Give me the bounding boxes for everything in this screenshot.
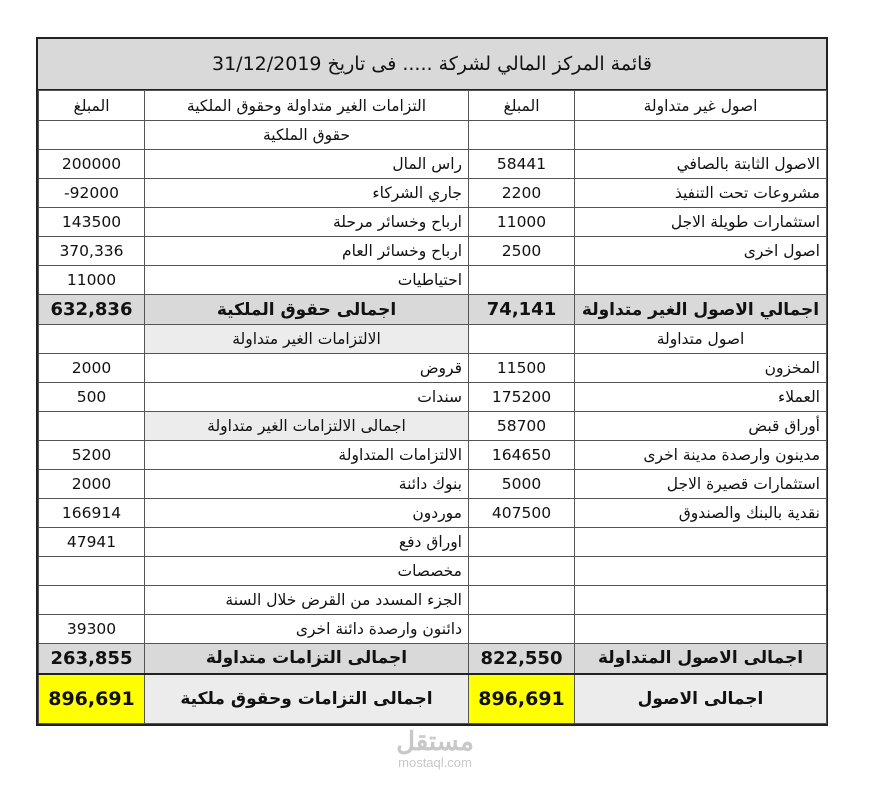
asset-label <box>575 615 827 644</box>
asset-amount <box>469 528 575 557</box>
table-row <box>39 528 827 557</box>
liability-label: مخصصات <box>145 557 469 586</box>
liability-amount: 370,336 <box>39 237 145 266</box>
liability-label: اوراق دفع <box>145 528 469 557</box>
total-current-assets-label: اجمالى الاصول المتداولة <box>575 644 827 674</box>
total-equity-amount: 632,836 <box>39 295 145 325</box>
asset-label: استثمارات طويلة الاجل <box>575 208 827 237</box>
table-row <box>39 121 827 150</box>
header-amount-left: المبلغ <box>39 91 145 121</box>
asset-label: اصول اخرى <box>575 237 827 266</box>
header-row <box>39 91 827 121</box>
grand-total-assets-amount: 896,691 <box>469 674 575 724</box>
table-row <box>39 208 827 237</box>
liability-amount: 2000 <box>39 354 145 383</box>
asset-amount <box>469 325 575 354</box>
table-row <box>39 237 827 266</box>
liability-label: الجزء المسدد من القرض خلال السنة <box>145 586 469 615</box>
liability-amount: 5200 <box>39 441 145 470</box>
total-row-equity <box>39 295 827 325</box>
total-current-assets-amount: 822,550 <box>469 644 575 674</box>
liability-amount: 143500 <box>39 208 145 237</box>
asset-label: أوراق قبض <box>575 412 827 441</box>
grand-total-row <box>39 674 827 724</box>
header-amount-right: المبلغ <box>469 91 575 121</box>
table-row <box>39 499 827 528</box>
asset-amount <box>469 266 575 295</box>
non-current-liabilities-heading: الالتزامات الغير متداولة <box>145 325 469 354</box>
total-equity-label: اجمالى حقوق الملكية <box>145 295 469 325</box>
table-row <box>39 383 827 412</box>
table-row <box>39 325 827 354</box>
table-row <box>39 179 827 208</box>
liability-amount <box>39 121 145 150</box>
watermark-url: mostaql.com <box>398 755 472 770</box>
liability-label: جاري الشركاء <box>145 179 469 208</box>
total-non-current-assets-amount: 74,141 <box>469 295 575 325</box>
liability-label: قروض <box>145 354 469 383</box>
asset-label: الاصول الثابتة بالصافي <box>575 150 827 179</box>
total-current-liabilities-label: اجمالى التزامات متداولة <box>145 644 469 674</box>
total-non-current-assets-label: اجمالي الاصول الغير متداولة <box>575 295 827 325</box>
asset-label: استثمارات قصيرة الاجل <box>575 470 827 499</box>
asset-label: نقدية بالبنك والصندوق <box>575 499 827 528</box>
asset-amount <box>469 615 575 644</box>
asset-amount: 2500 <box>469 237 575 266</box>
grand-total-liabilities-equity-label: اجمالى التزامات وحقوق ملكية <box>145 674 469 724</box>
asset-label <box>575 266 827 295</box>
mostaql-watermark <box>370 727 500 771</box>
table-row <box>39 615 827 644</box>
asset-amount <box>469 121 575 150</box>
asset-label <box>575 121 827 150</box>
asset-label <box>575 586 827 615</box>
sheet-title: قائمة المركز المالي لشركة ..... فى تاريخ 31/12/2019 <box>38 39 826 90</box>
current-assets-heading: اصول متداولة <box>575 325 827 354</box>
total-row-current <box>39 644 827 674</box>
asset-label <box>575 557 827 586</box>
liability-label: بنوك دائنة <box>145 470 469 499</box>
liability-label: موردون <box>145 499 469 528</box>
liability-label: ارباح وخسائر العام <box>145 237 469 266</box>
asset-label <box>575 528 827 557</box>
grand-total-liabilities-equity-amount: 896,691 <box>39 674 145 724</box>
liability-amount: 2000 <box>39 470 145 499</box>
liability-amount: 200000 <box>39 150 145 179</box>
asset-amount <box>469 557 575 586</box>
asset-label: مدينون وارصدة مدينة اخرى <box>575 441 827 470</box>
liability-amount <box>39 412 145 441</box>
liability-amount <box>39 586 145 615</box>
asset-amount: 58441 <box>469 150 575 179</box>
asset-amount: 5000 <box>469 470 575 499</box>
liability-amount <box>39 557 145 586</box>
total-current-liabilities-amount: 263,855 <box>39 644 145 674</box>
table-row <box>39 470 827 499</box>
asset-amount: 2200 <box>469 179 575 208</box>
total-non-current-liabilities-label: اجمالى الالتزامات الغير متداولة <box>145 412 469 441</box>
asset-amount <box>469 586 575 615</box>
header-liabilities-equity: التزامات الغير متداولة وحقوق الملكية <box>145 91 469 121</box>
liability-amount <box>39 325 145 354</box>
liability-amount: 39300 <box>39 615 145 644</box>
asset-label: المخزون <box>575 354 827 383</box>
liability-label: راس المال <box>145 150 469 179</box>
watermark-logo: مستقل <box>396 726 474 756</box>
liability-amount: 500 <box>39 383 145 412</box>
liability-label: الالتزامات المتداولة <box>145 441 469 470</box>
asset-label: مشروعات تحت التنفيذ <box>575 179 827 208</box>
liability-label: دائنون وارصدة دائنة اخرى <box>145 615 469 644</box>
table-row <box>39 354 827 383</box>
grand-total-assets-label: اجمالى الاصول <box>575 674 827 724</box>
table-row <box>39 557 827 586</box>
table-row <box>39 412 827 441</box>
asset-amount: 175200 <box>469 383 575 412</box>
balance-table <box>38 90 827 724</box>
liability-label: سندات <box>145 383 469 412</box>
table-row <box>39 441 827 470</box>
liability-label: ارباح وخسائر مرحلة <box>145 208 469 237</box>
liability-amount: 11000 <box>39 266 145 295</box>
table-row <box>39 266 827 295</box>
asset-label: العملاء <box>575 383 827 412</box>
asset-amount: 407500 <box>469 499 575 528</box>
asset-amount: 58700 <box>469 412 575 441</box>
liability-amount: 166914 <box>39 499 145 528</box>
asset-amount: 164650 <box>469 441 575 470</box>
liability-amount: 47941 <box>39 528 145 557</box>
asset-amount: 11500 <box>469 354 575 383</box>
liability-amount: -92000 <box>39 179 145 208</box>
table-row <box>39 586 827 615</box>
equity-section-heading: حقوق الملكية <box>145 121 469 150</box>
table-row <box>39 150 827 179</box>
asset-amount: 11000 <box>469 208 575 237</box>
liability-label: احتياطيات <box>145 266 469 295</box>
balance-sheet <box>36 37 828 726</box>
header-non-current-assets: اصول غير متداولة <box>575 91 827 121</box>
